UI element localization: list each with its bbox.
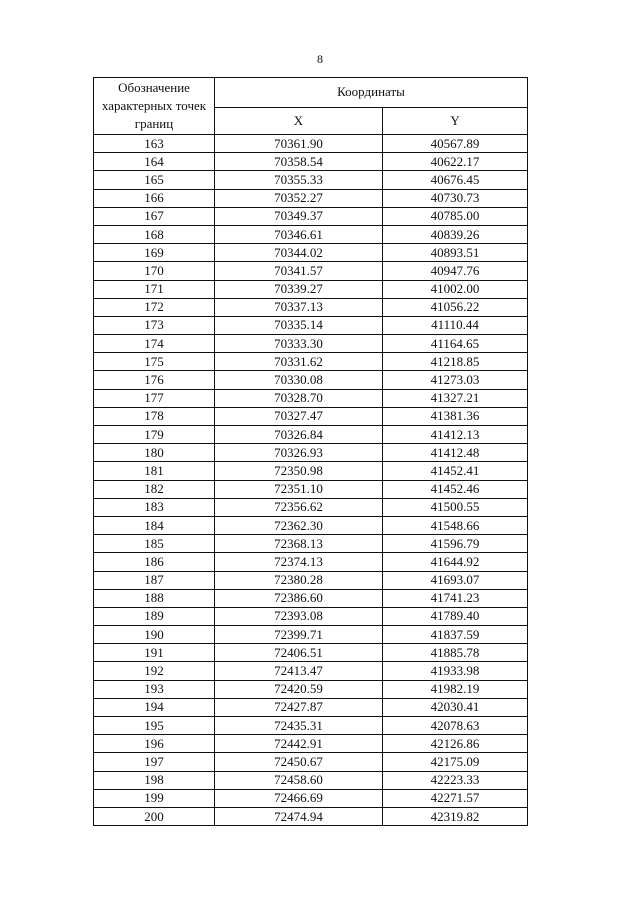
x-coordinate-cell: 70339.27	[215, 280, 383, 298]
table-row	[94, 807, 528, 825]
x-coordinate-cell: 70337.13	[215, 298, 383, 316]
x-coordinate-cell: 72450.67	[215, 753, 383, 771]
y-coordinate-cell: 42223.33	[383, 771, 528, 789]
point-number-cell: 196	[94, 735, 215, 753]
table-row	[94, 662, 528, 680]
x-coordinate-cell: 70361.90	[215, 135, 383, 153]
x-coordinate-cell: 70333.30	[215, 335, 383, 353]
x-coordinate-cell: 72351.10	[215, 480, 383, 498]
point-number-cell: 163	[94, 135, 215, 153]
y-coordinate-cell: 41056.22	[383, 298, 528, 316]
y-coordinate-cell: 42030.41	[383, 698, 528, 716]
x-coordinate-cell: 72474.94	[215, 807, 383, 825]
y-coordinate-cell: 40947.76	[383, 262, 528, 280]
table-row	[94, 389, 528, 407]
x-coordinate-cell: 72356.62	[215, 498, 383, 516]
point-number-cell: 198	[94, 771, 215, 789]
point-number-cell: 200	[94, 807, 215, 825]
x-coordinate-cell: 70328.70	[215, 389, 383, 407]
table-row	[94, 516, 528, 534]
x-coordinate-cell: 70344.02	[215, 244, 383, 262]
table-row	[94, 589, 528, 607]
x-coordinate-cell: 72420.59	[215, 680, 383, 698]
point-number-cell: 185	[94, 535, 215, 553]
x-coordinate-cell: 72386.60	[215, 589, 383, 607]
y-coordinate-cell: 41412.13	[383, 426, 528, 444]
table-row	[94, 480, 528, 498]
x-coordinate-cell: 72399.71	[215, 626, 383, 644]
point-number-cell: 177	[94, 389, 215, 407]
x-coordinate-cell: 72368.13	[215, 535, 383, 553]
x-coordinate-cell: 70327.47	[215, 407, 383, 425]
table-row	[94, 407, 528, 425]
y-coordinate-cell: 40785.00	[383, 207, 528, 225]
table-row	[94, 335, 528, 353]
x-coordinate-cell: 72442.91	[215, 735, 383, 753]
table-body	[94, 135, 528, 826]
x-coordinate-cell: 72350.98	[215, 462, 383, 480]
point-number-cell: 197	[94, 753, 215, 771]
table-row	[94, 789, 528, 807]
y-coordinate-cell: 40567.89	[383, 135, 528, 153]
y-coordinate-cell: 41412.48	[383, 444, 528, 462]
table-row	[94, 626, 528, 644]
y-coordinate-cell: 42319.82	[383, 807, 528, 825]
table-row	[94, 298, 528, 316]
x-coordinate-cell: 72413.47	[215, 662, 383, 680]
x-coordinate-cell: 72466.69	[215, 789, 383, 807]
point-number-cell: 188	[94, 589, 215, 607]
y-coordinate-cell: 41381.36	[383, 407, 528, 425]
y-coordinate-cell: 40622.17	[383, 153, 528, 171]
y-coordinate-cell: 41164.65	[383, 335, 528, 353]
x-coordinate-cell: 72380.28	[215, 571, 383, 589]
y-coordinate-cell: 41500.55	[383, 498, 528, 516]
table-row	[94, 262, 528, 280]
y-coordinate-cell: 41327.21	[383, 389, 528, 407]
point-number-cell: 164	[94, 153, 215, 171]
table-row	[94, 498, 528, 516]
y-coordinate-cell: 41002.00	[383, 280, 528, 298]
x-coordinate-cell: 70346.61	[215, 225, 383, 243]
x-coordinate-cell: 70330.08	[215, 371, 383, 389]
y-coordinate-cell: 41548.66	[383, 516, 528, 534]
coordinates-header: Координаты	[215, 78, 528, 108]
y-coordinate-cell: 40676.45	[383, 171, 528, 189]
x-coordinate-cell: 70326.93	[215, 444, 383, 462]
point-number-cell: 181	[94, 462, 215, 480]
y-coordinate-cell: 40730.73	[383, 189, 528, 207]
table-row	[94, 698, 528, 716]
point-number-cell: 176	[94, 371, 215, 389]
y-header: Y	[383, 107, 528, 134]
y-coordinate-cell: 41452.41	[383, 462, 528, 480]
y-coordinate-cell: 40839.26	[383, 225, 528, 243]
point-number-cell: 192	[94, 662, 215, 680]
table-row	[94, 225, 528, 243]
y-coordinate-cell: 41933.98	[383, 662, 528, 680]
table-row	[94, 371, 528, 389]
point-number-cell: 167	[94, 207, 215, 225]
table-row	[94, 607, 528, 625]
y-coordinate-cell: 41273.03	[383, 371, 528, 389]
x-coordinate-cell: 72406.51	[215, 644, 383, 662]
y-coordinate-cell: 41885.78	[383, 644, 528, 662]
designation-header: Обозначение характерных точек границ	[94, 78, 215, 135]
point-number-cell: 173	[94, 316, 215, 334]
y-coordinate-cell: 41644.92	[383, 553, 528, 571]
point-number-cell: 194	[94, 698, 215, 716]
point-number-cell: 175	[94, 353, 215, 371]
table-row	[94, 316, 528, 334]
x-coordinate-cell: 72427.87	[215, 698, 383, 716]
y-coordinate-cell: 41452.46	[383, 480, 528, 498]
y-coordinate-cell: 41110.44	[383, 316, 528, 334]
x-coordinate-cell: 70352.27	[215, 189, 383, 207]
y-coordinate-cell: 41789.40	[383, 607, 528, 625]
table-row	[94, 353, 528, 371]
x-coordinate-cell: 70341.57	[215, 262, 383, 280]
point-number-cell: 178	[94, 407, 215, 425]
x-coordinate-cell: 72393.08	[215, 607, 383, 625]
point-number-cell: 180	[94, 444, 215, 462]
y-coordinate-cell: 41596.79	[383, 535, 528, 553]
y-coordinate-cell: 42175.09	[383, 753, 528, 771]
table-row	[94, 444, 528, 462]
table-row	[94, 571, 528, 589]
point-number-cell: 174	[94, 335, 215, 353]
table-row	[94, 680, 528, 698]
y-coordinate-cell: 40893.51	[383, 244, 528, 262]
table-row	[94, 535, 528, 553]
point-number-cell: 189	[94, 607, 215, 625]
point-number-cell: 182	[94, 480, 215, 498]
table-row	[94, 553, 528, 571]
y-coordinate-cell: 41982.19	[383, 680, 528, 698]
point-number-cell: 187	[94, 571, 215, 589]
point-number-cell: 168	[94, 225, 215, 243]
table-row	[94, 244, 528, 262]
page-number: 8	[317, 52, 323, 66]
x-coordinate-cell: 70331.62	[215, 353, 383, 371]
x-header: X	[215, 107, 383, 134]
x-coordinate-cell: 72435.31	[215, 717, 383, 735]
point-number-cell: 183	[94, 498, 215, 516]
point-number-cell: 179	[94, 426, 215, 444]
y-coordinate-cell: 41218.85	[383, 353, 528, 371]
point-number-cell: 186	[94, 553, 215, 571]
table-row	[94, 717, 528, 735]
y-coordinate-cell: 41693.07	[383, 571, 528, 589]
point-number-cell: 190	[94, 626, 215, 644]
table-row	[94, 426, 528, 444]
y-coordinate-cell: 41837.59	[383, 626, 528, 644]
x-coordinate-cell: 72374.13	[215, 553, 383, 571]
x-coordinate-cell: 70355.33	[215, 171, 383, 189]
table-row	[94, 135, 528, 153]
point-number-cell: 184	[94, 516, 215, 534]
point-number-cell: 171	[94, 280, 215, 298]
point-number-cell: 166	[94, 189, 215, 207]
table-row	[94, 462, 528, 480]
y-coordinate-cell: 42271.57	[383, 789, 528, 807]
point-number-cell: 172	[94, 298, 215, 316]
point-number-cell: 199	[94, 789, 215, 807]
y-coordinate-cell: 41741.23	[383, 589, 528, 607]
point-number-cell: 193	[94, 680, 215, 698]
point-number-cell: 170	[94, 262, 215, 280]
table-row	[94, 171, 528, 189]
table-row	[94, 207, 528, 225]
x-coordinate-cell: 70349.37	[215, 207, 383, 225]
table-row	[94, 280, 528, 298]
table-row	[94, 644, 528, 662]
table-row	[94, 735, 528, 753]
coordinates-table	[93, 77, 528, 826]
x-coordinate-cell: 70326.84	[215, 426, 383, 444]
x-coordinate-cell: 72362.30	[215, 516, 383, 534]
table-row	[94, 753, 528, 771]
point-number-cell: 169	[94, 244, 215, 262]
x-coordinate-cell: 70335.14	[215, 316, 383, 334]
table-row	[94, 771, 528, 789]
table-row	[94, 189, 528, 207]
x-coordinate-cell: 70358.54	[215, 153, 383, 171]
x-coordinate-cell: 72458.60	[215, 771, 383, 789]
point-number-cell: 191	[94, 644, 215, 662]
table-row	[94, 153, 528, 171]
y-coordinate-cell: 42078.63	[383, 717, 528, 735]
point-number-cell: 195	[94, 717, 215, 735]
point-number-cell: 165	[94, 171, 215, 189]
y-coordinate-cell: 42126.86	[383, 735, 528, 753]
